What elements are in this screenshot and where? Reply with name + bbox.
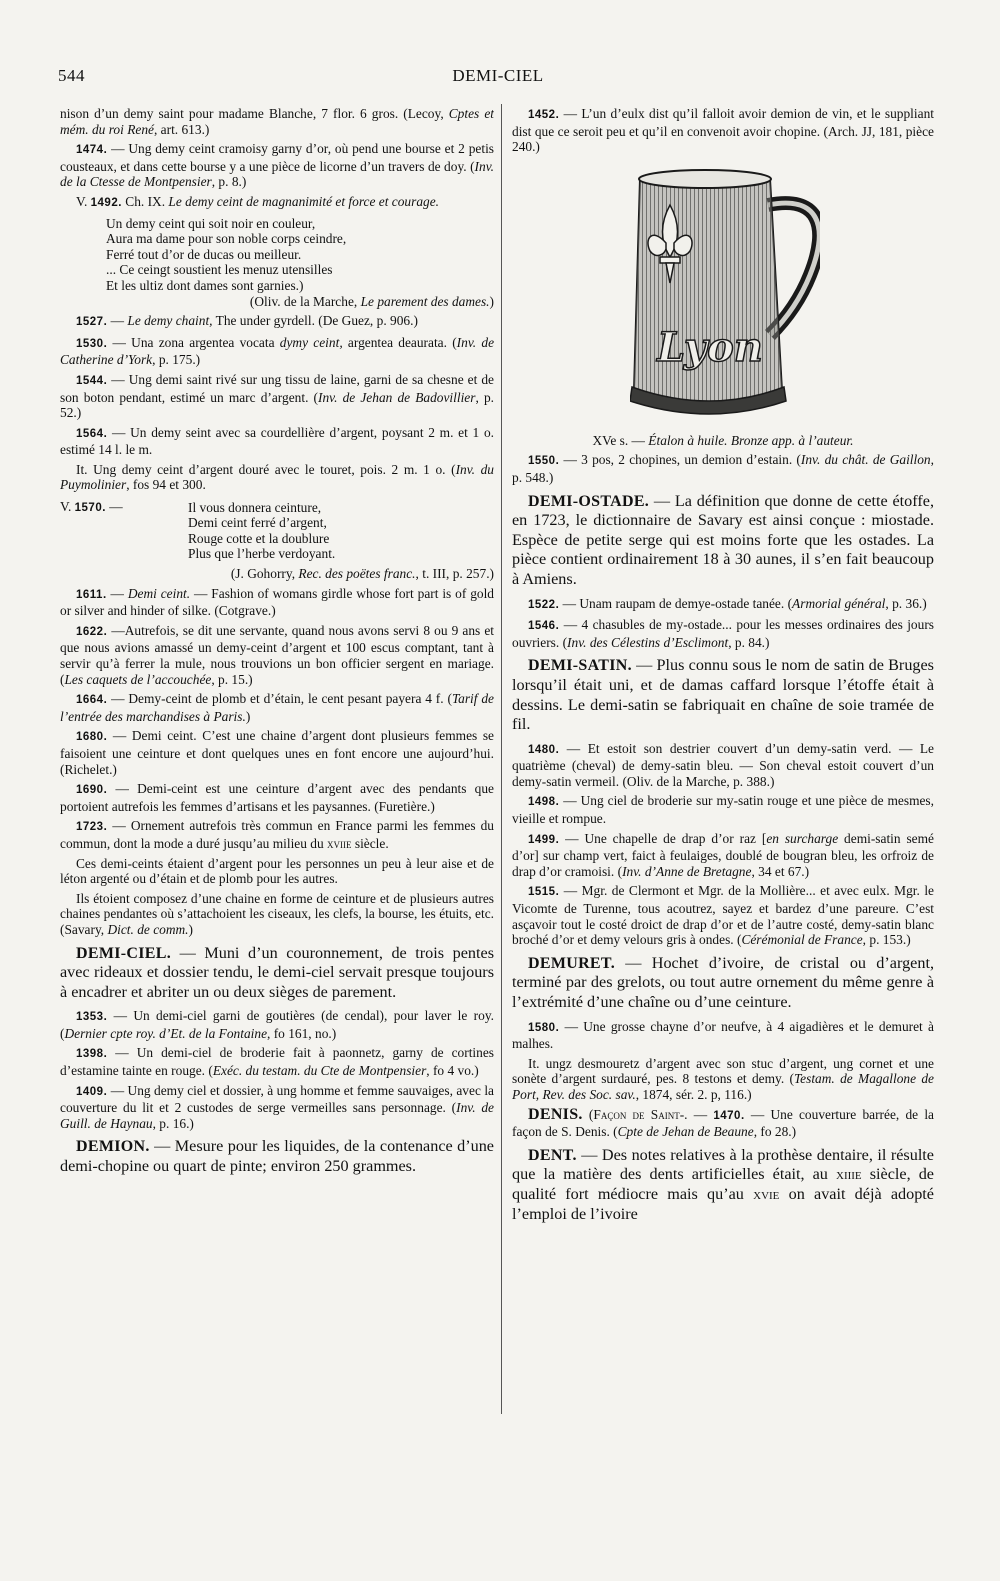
article-demi-ostade: DEMI-OSTADE. — La définition que donne de cette étoffe, en 1723, le dictionnaire de Savary est ainsi conçue : miostade. Espèce de petite serge qui est moins forte que les ostades. La pièce contient ordinairement 18 à 30 aunes, il s’en fait beaucoup à Amiens.: [512, 491, 934, 588]
verse-line: Plus que l’herbe verdoyant.: [188, 546, 336, 562]
entry-1527: 1527. — Le demy chaint, The under gyrdell. (De Guez, p. 906.): [76, 313, 418, 329]
entry-1580-cont: It. ungz desmouretz d’argent avec son stuc d’argent, ung cornet et une sonète d’argent surdauré, pes. 8 testons et demy. (Testam. de Magallone de Port, Rev. des Soc. sav., 1874, sér. 2. p, 116.): [512, 1055, 934, 1102]
verse-line: Rouge cotte et la doublure: [188, 530, 330, 546]
verse-source: (J. Gohorry, Rec. des poëtes franc., t. III, p. 257.): [230, 566, 494, 582]
verse-line: Aura ma dame pour son noble corps ceindre,: [106, 231, 347, 247]
entry-1564-cont: It. Ung demy ceint d’argent douré avec le touret, pois. 2 m. 1 o. (Inv. du Puymolinier, fos 94 et 300.: [60, 461, 494, 493]
entry-1564: 1564. — Un demy seint avec sa courdellière d’argent, poysant 2 m. et 1 o. estimé 14 l. le m.: [60, 424, 494, 458]
entry-1680: 1680. — Demi ceint. C’est une chaine d’argent dont plusieurs femmes se faisoient une ceinture et dont quelques unes en font encore une aujourd’hui. (Richelet.): [60, 728, 494, 777]
entry-1492: V. 1492. Ch. IX. Le demy ceint de magnanimité et force et courage.: [76, 193, 439, 209]
entry-1570: V. 1570. —: [60, 499, 123, 515]
headword: DEMI-OSTADE.: [528, 492, 650, 510]
entry-1530: 1530. — Una zona argentea vocata dymy ceint, argentea deaurata. (Inv. de Catherine d’York, p. 175.): [60, 334, 494, 368]
entry-1409: 1409. — Ung demy ciel et dossier, à ung homme et femme sauvaiges, avec la couverture du lit et 2 custodes de serge vermeilles sans personnage. (Inv. de Guill. de Haynau, p. 16.): [60, 1082, 494, 1131]
entry-1474: 1474. — Ung demy ceint cramoisy garny d’or, où pend une bourse et 2 petis cousteaux, et dans cette bourse y a une pièce de licorne d’un travers de doy. (Inv. de la Ctesse de Montpensier, p. 8.): [60, 141, 494, 190]
article-demi-satin: DEMI-SATIN. — Plus connu sous le nom de satin de Bruges lorsqu’il était uni, et de damas caffard lorsque l’étoffe était à dessins. Le demi-satin se fabriquait en chaîne de soie tramée de fil.: [512, 656, 934, 734]
entry-1723: 1723. — Ornement autrefois très commun en France parmi les femmes du commun, dont la mode a duré jusqu’au milieu du xviie siècle.: [60, 818, 494, 851]
article-dent: DENT. — Des notes relatives à la prothèse dentaire, il résulte que la matière des dents artificielles était, au xiiie siècle, de qualité fort médiocre mais qu’au xvie on avait déjà adopté l’emploi de l’ivoire: [512, 1145, 934, 1223]
article-demion: DEMION. — Mesure pour les liquides, de la contenance d’une demi-chopine ou quart de pinte; environ 250 grammes.: [60, 1137, 494, 1176]
figure-etalon: [512, 165, 934, 427]
entry-1546: 1546. — 4 chasubles de my-ostade... pour les messes ordinaires des jours ouvriers. (Inv. des Célestins d’Esclimont, p. 84.): [512, 617, 934, 650]
entry-1550: 1550. — 3 pos, 2 chopines, un demion d’estain. (Inv. du chât. de Gaillon, p. 548.): [512, 452, 934, 485]
entry-1498: 1498. — Ung ciel de broderie sur my-satin rouge et une pièce de mesmes, vieille et rompue.: [512, 793, 934, 827]
entry-1499: 1499. — Une chapelle de drap d’or raz [en surcharge demi-satin semé d’or] sur champ vert, faict à feulaiges, doublé de bougran bleu, les orfroiz de drap d’or cramoisi. (Inv. d’Anne de Bretagne, 34 et 67.): [512, 830, 934, 879]
running-title: DEMI-CIEL: [452, 66, 544, 85]
verse-source: (Oliv. de la Marche, Le parement des dames.): [249, 293, 494, 309]
headword: DENIS.: [528, 1105, 583, 1123]
verse-line: Et les ultiz dont dames sont garnies.): [106, 277, 304, 293]
entry-1580: 1580. — Une grosse chayne d’or neufve, à 4 aigadières et le demuret à malhes.: [512, 1018, 934, 1052]
tankard-inscription: Lyon: [657, 323, 763, 371]
entry-1611: 1611. — Demi ceint. — Fashion of womans girdle whose fort part is of gold or silver and hinder of silke. (Cotgrave.): [60, 585, 494, 619]
entry-1723-cont2: Ils étoient composez d’une chaine en forme de ceinture et de plusieurs autres chaines pendantes où s’attachoient les ciseaux, les clefs, la bourse, les étuits, etc. (Savary, Dict. de comm.): [60, 890, 494, 937]
article-denis: DENIS. (Façon de Saint-. — 1470. — Une couverture barrée, de la façon de S. Denis. (Cpte de Jehan de Beaune, fo 28.): [512, 1105, 934, 1140]
page-number: 544: [58, 66, 85, 85]
verse-marche: [106, 216, 494, 310]
entry-1522: 1522. — Unam raupam de demye-ostade tanée. (Armorial général, p. 36.): [528, 595, 927, 611]
verse-line: Demi ceint ferré d’argent,: [188, 515, 327, 531]
headword: DEMION.: [76, 1138, 150, 1156]
right-column: [512, 106, 934, 1566]
entry-1690: 1690. — Demi-ceint est une ceinture d’argent avec des pendants que portoient autrefois les femmes d’artisans et les paysannes. (Furetière.): [60, 781, 494, 814]
entry-1723-cont: Ces demi-ceints étaient d’argent pour les personnes un peu à leur aise et de léton argenté ou d’étain et de plomb pour les autres.: [60, 855, 494, 887]
headword: DEMURET.: [528, 954, 615, 972]
verse-line: Un demy ceint qui soit noir en couleur,: [106, 215, 316, 231]
entry-1452: 1452. — L’un d’eulx dist qu’il falloit avoir demion de vin, et le suppliant dist que ce seroit peu et qu’il en convenoit avoir chopine. (Arch. JJ, 181, pièce 240.): [512, 106, 934, 155]
article-demi-ciel: DEMI-CIEL. — Muni d’un couronnement, de trois pentes avec rideaux et dossier tendu, le demi-ciel servait presque toujours à encadrer et abriter un ou deux sièges de parement.: [60, 943, 494, 1001]
entry-1398: 1398. — Un demi-ciel de broderie fait à paonnetz, garny de cortines d’estamine tainte en rouge. (Exéc. du testam. du Cte de Montpensier, fo 4 vo.): [60, 1045, 494, 1079]
headword: DEMI-CIEL.: [76, 944, 172, 962]
verse-gohorry: [188, 500, 494, 562]
page-header: [58, 66, 938, 90]
entry-1480: 1480. — Et estoit son destrier couvert d’un demy-satin verd. — Le quatrième (cheval) de demy-satin bleu. — Son cheval estoit couvert d’un demy-satin vermeil. (Oliv. de la Marche, p. 388.): [512, 740, 934, 789]
entry-1664: 1664. — Demy-ceint de plomb et d’étain, le cent pesant payera 4 f. (Tarif de l’entrée des marchandises à Paris.): [60, 691, 494, 724]
verse-line: Ferré tout d’or de ducas ou meilleur.: [106, 246, 302, 262]
article-demuret: DEMURET. — Hochet d’ivoire, de cristal ou d’argent, terminé par des grelots, ou tout autre ornement du même genre à l’extrémité d’une chaîne ou d’une ceinture.: [512, 953, 934, 1011]
left-column: [60, 106, 494, 1566]
column-divider: [501, 104, 502, 1414]
headword: DEMI-SATIN.: [528, 657, 632, 675]
entry-1544: 1544. — Ung demi saint rivé sur ung tissu de laine, garni de sa chesne et de son boton pendant, estimé un marc d’argent. (Inv. de Jehan de Badovillier, p. 52.): [60, 371, 494, 421]
figure-caption: XVe s. — Étalon à huile. Bronze app. à l’auteur.: [592, 432, 854, 448]
headword: DENT.: [528, 1146, 577, 1164]
entry-1515: 1515. — Mgr. de Clermont et Mgr. de la Mollière... et avec eulx. Mgr. le Vicomte de Turenne, tous acoutrez, sayez et bardez d’une pareure. C’est asçavoir tout le costé droict de drap d’or et de l’autre costé, demy-satin blanc broché d’or et demy velours gris à ondes. (Cérémonial de France, p. 153.): [512, 883, 934, 948]
verse-line: Il vous donnera ceinture,: [188, 499, 322, 515]
verse-line: ... Ce ceingt soustient les menuz utensilles: [106, 262, 333, 278]
entry-1622: 1622. —Autrefois, se dit une servante, quand nous avons servi 8 ou 9 ans et que nous avions amassé un demy-ceint d’argent et 100 escus comptant, tant à servir qu’à ferrer la mule, nous trouvions un bon officier sergent en mariage. (Les caquets de l’accouchée, p. 15.): [60, 622, 494, 687]
tankard-illustration: [630, 165, 820, 427]
entry-1353: 1353. — Un demi-ciel garni de goutières (de cendal), pour laver le roy. (Dernier cpte roy. d’Et. de la Fontaine, fo 161, no.): [60, 1008, 494, 1041]
tankard-rim: [639, 170, 771, 188]
paragraph-continuation: nison d’un demy saint pour madame Blanche, 7 flor. 6 gros. (Lecoy, Cptes et mém. du roi René, art. 613.): [60, 106, 494, 137]
